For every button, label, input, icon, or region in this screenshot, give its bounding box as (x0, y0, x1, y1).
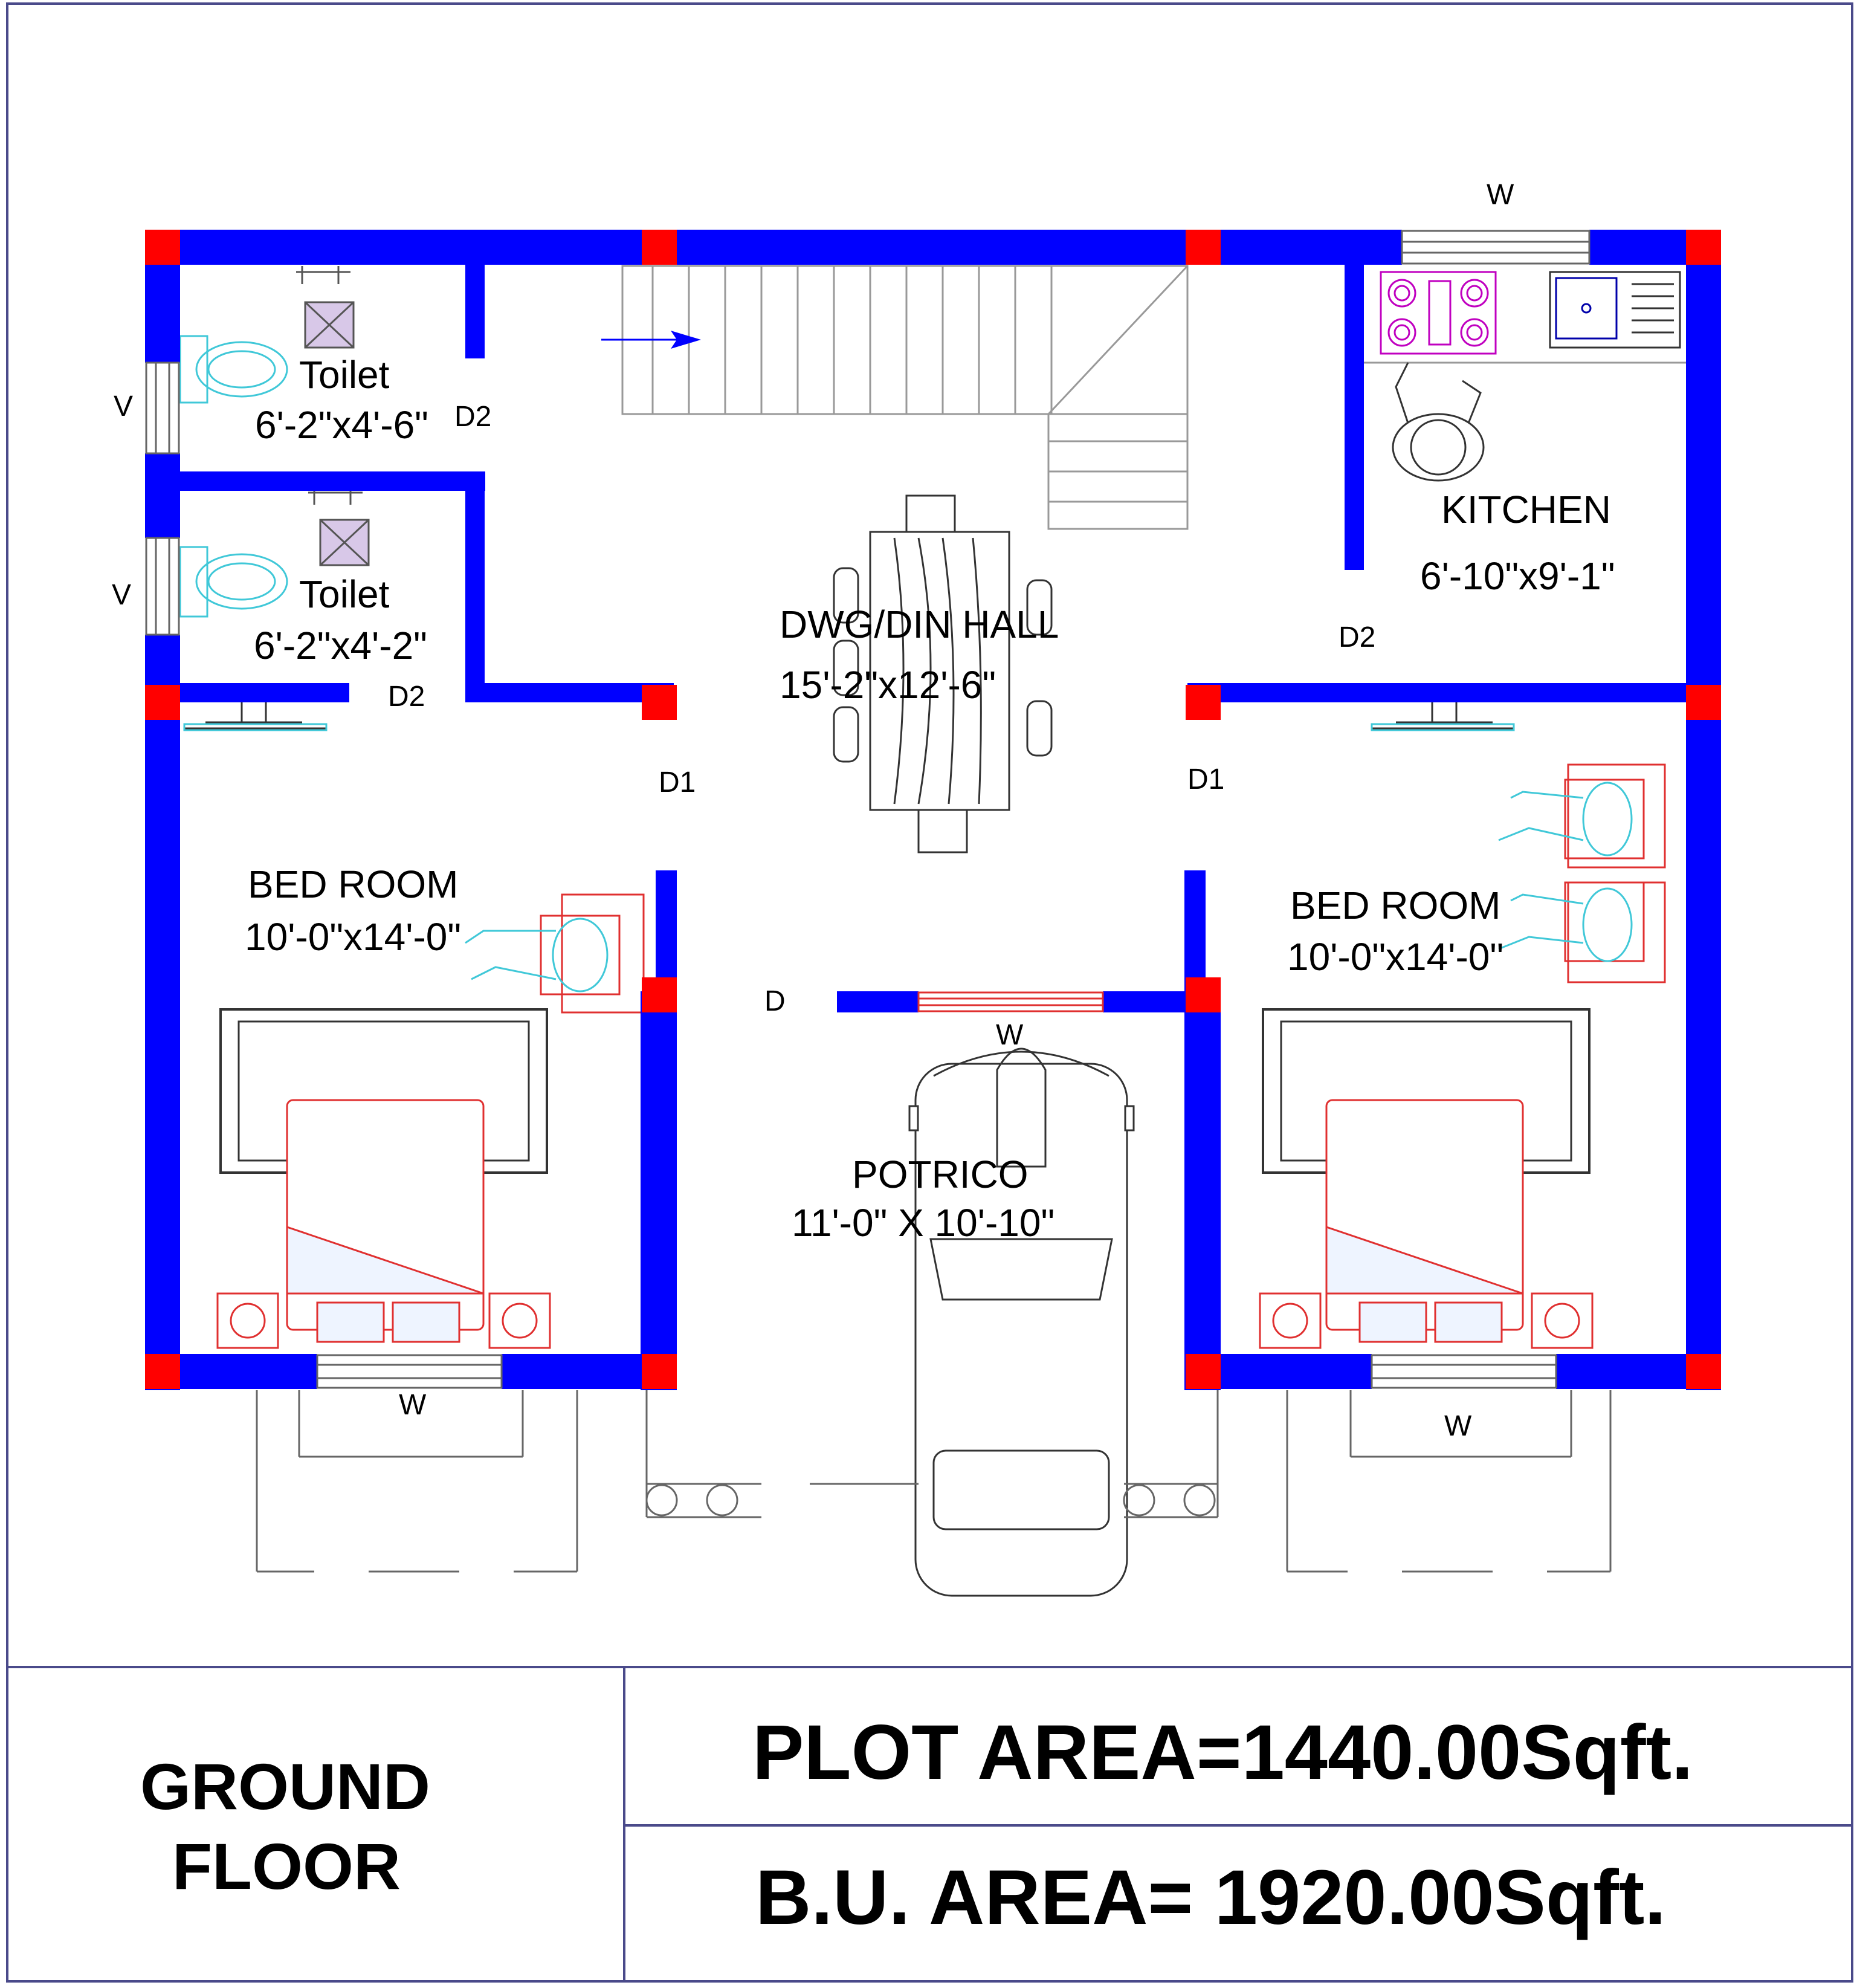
hall-name: DWG/DIN HALL (780, 603, 1059, 646)
portico-size: 11'-0" X 10'-10" (792, 1201, 1055, 1245)
window-tag-kitchen: W (1487, 179, 1514, 211)
built-up-area: B.U. AREA= 1920.00Sqft. (755, 1854, 1666, 1941)
window-tag-bed-left: W (399, 1389, 427, 1421)
portico-name: POTRICO (852, 1153, 1029, 1196)
toilet-fixtures-upper (180, 336, 287, 403)
hall-size: 15'-2"x12'-6" (780, 663, 996, 707)
door2-tag-kitchen: D2 (1339, 621, 1376, 653)
floor-title-line1: GROUND (140, 1750, 430, 1823)
car (909, 1049, 1134, 1596)
window-tag-bed-right: W (1444, 1410, 1472, 1442)
kitchen-name: KITCHEN (1441, 488, 1611, 531)
kitchen-size: 6'-10"x9'-1" (1420, 554, 1615, 598)
bedroom-right-name: BED ROOM (1290, 884, 1501, 927)
sink (1550, 272, 1680, 348)
plot-area: PLOT AREA=1440.00Sqft. (752, 1709, 1693, 1796)
ventilator-tag-upper: V (114, 390, 134, 423)
toilet-upper-size: 6'-2"x4'-6" (255, 403, 428, 447)
door2-tag-toilet-upper: D2 (454, 401, 492, 433)
bed-right (1260, 1009, 1592, 1348)
staircase (622, 266, 1187, 529)
toilet-upper-name: Toilet (299, 353, 390, 397)
stair-arrow (601, 331, 701, 349)
cook-figure (1393, 363, 1484, 481)
door2-tag-toilet-lower: D2 (388, 681, 425, 713)
window-tag-portico: W (996, 1019, 1024, 1051)
toilet-fixtures-lower (180, 547, 287, 617)
toilet-lower-name: Toilet (299, 572, 390, 616)
door1-tag-left: D1 (659, 766, 696, 798)
ventilator-tag-lower: V (112, 579, 132, 611)
door-tag-portico: D (764, 985, 786, 1017)
floor-title-line2: FLOOR (172, 1830, 401, 1903)
door1-tag-right: D1 (1187, 763, 1225, 795)
bed-left (218, 1009, 550, 1348)
stove (1381, 272, 1496, 354)
bedroom-left-size: 10'-0"x14'-0" (245, 915, 462, 959)
toilet-lower-size: 6'-2"x4'-2" (254, 624, 427, 667)
bedroom-left-name: BED ROOM (248, 863, 459, 906)
bedroom-right-size: 10'-0"x14'-0" (1287, 935, 1504, 979)
